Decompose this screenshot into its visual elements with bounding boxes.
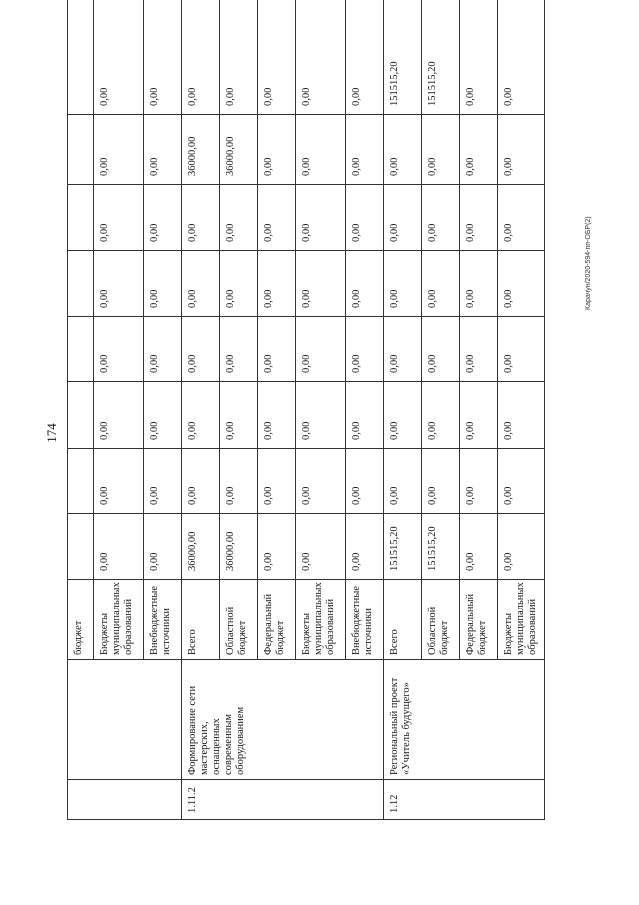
row-code-cell: 1.11.2 bbox=[182, 780, 384, 820]
amount-cell: 0,00 bbox=[182, 0, 220, 115]
amount-cell: 0,00 bbox=[182, 449, 220, 514]
amount-cell: 0,00 bbox=[498, 115, 545, 185]
amount-cell: 151515,20 bbox=[422, 514, 460, 580]
rotated-table-container bbox=[67, 48, 538, 820]
budget-table bbox=[67, 0, 545, 820]
amount-cell: 151515,20 bbox=[422, 0, 460, 115]
amount-cell bbox=[68, 449, 94, 514]
table-row bbox=[182, 0, 220, 820]
funding-source-cell: Бюджеты муниципальных образований bbox=[94, 580, 144, 660]
amount-cell: 0,00 bbox=[144, 185, 182, 251]
funding-source-cell: Внебюджетные источники bbox=[346, 580, 384, 660]
amount-cell: 0,00 bbox=[258, 514, 296, 580]
amount-cell: 36000,00 bbox=[182, 514, 220, 580]
amount-cell: 0,00 bbox=[422, 382, 460, 449]
amount-cell: 0,00 bbox=[144, 382, 182, 449]
amount-cell: 0,00 bbox=[384, 449, 422, 514]
amount-cell: 0,00 bbox=[220, 185, 258, 251]
amount-cell: 0,00 bbox=[258, 185, 296, 251]
amount-cell: 0,00 bbox=[144, 251, 182, 317]
amount-cell: 0,00 bbox=[460, 382, 498, 449]
funding-source-cell: Бюджеты муниципальных образований bbox=[296, 580, 346, 660]
amount-cell: 0,00 bbox=[220, 0, 258, 115]
amount-cell: 0,00 bbox=[296, 0, 346, 115]
amount-cell bbox=[68, 382, 94, 449]
amount-cell bbox=[68, 115, 94, 185]
amount-cell bbox=[68, 317, 94, 382]
amount-cell: 0,00 bbox=[384, 251, 422, 317]
amount-cell: 0,00 bbox=[346, 251, 384, 317]
amount-cell: 0,00 bbox=[498, 185, 545, 251]
funding-source-cell: Внебюджетные источники bbox=[144, 580, 182, 660]
amount-cell: 0,00 bbox=[220, 449, 258, 514]
funding-source-cell: бюджет bbox=[68, 580, 94, 660]
amount-cell: 0,00 bbox=[422, 317, 460, 382]
amount-cell: 0,00 bbox=[258, 449, 296, 514]
amount-cell: 0,00 bbox=[296, 185, 346, 251]
amount-cell: 0,00 bbox=[384, 185, 422, 251]
activity-name-cell bbox=[68, 660, 182, 780]
funding-source-cell: Всего bbox=[384, 580, 422, 660]
funding-source-cell: Всего bbox=[182, 580, 220, 660]
amount-cell: 0,00 bbox=[346, 185, 384, 251]
document-stamp: Карачун/2020-594-пп-ОБР(2) bbox=[585, 216, 592, 310]
amount-cell: 0,00 bbox=[94, 449, 144, 514]
amount-cell: 0,00 bbox=[498, 251, 545, 317]
table-row bbox=[68, 0, 94, 820]
funding-source-cell: Областной бюджет bbox=[422, 580, 460, 660]
amount-cell: 151515,20 bbox=[384, 514, 422, 580]
amount-cell: 0,00 bbox=[296, 382, 346, 449]
amount-cell: 0,00 bbox=[296, 449, 346, 514]
amount-cell: 0,00 bbox=[422, 115, 460, 185]
amount-cell: 0,00 bbox=[498, 382, 545, 449]
amount-cell: 36000,00 bbox=[220, 514, 258, 580]
amount-cell: 0,00 bbox=[498, 0, 545, 115]
row-code-cell bbox=[68, 780, 182, 820]
amount-cell: 0,00 bbox=[422, 449, 460, 514]
amount-cell: 0,00 bbox=[258, 115, 296, 185]
amount-cell: 0,00 bbox=[296, 514, 346, 580]
amount-cell: 0,00 bbox=[144, 317, 182, 382]
amount-cell: 0,00 bbox=[296, 251, 346, 317]
funding-source-cell: Федеральный бюджет bbox=[460, 580, 498, 660]
amount-cell: 0,00 bbox=[94, 0, 144, 115]
amount-cell: 0,00 bbox=[460, 185, 498, 251]
amount-cell: 0,00 bbox=[182, 317, 220, 382]
amount-cell: 36000,00 bbox=[182, 115, 220, 185]
funding-source-cell: Областной бюджет bbox=[220, 580, 258, 660]
page-number: 174 bbox=[44, 423, 59, 443]
amount-cell: 0,00 bbox=[182, 251, 220, 317]
activity-name-cell: Формирование сети мастерских, оснащенных современным оборудованием bbox=[182, 660, 384, 780]
funding-source-cell: Федеральный бюджет bbox=[258, 580, 296, 660]
amount-cell bbox=[68, 251, 94, 317]
amount-cell: 0,00 bbox=[296, 115, 346, 185]
activity-name-cell: Региональный проект «Учитель будущего» bbox=[384, 660, 545, 780]
amount-cell: 0,00 bbox=[346, 115, 384, 185]
amount-cell: 0,00 bbox=[346, 317, 384, 382]
amount-cell: 0,00 bbox=[144, 0, 182, 115]
amount-cell: 0,00 bbox=[346, 514, 384, 580]
amount-cell: 0,00 bbox=[498, 317, 545, 382]
amount-cell: 0,00 bbox=[94, 514, 144, 580]
amount-cell: 0,00 bbox=[258, 317, 296, 382]
amount-cell: 0,00 bbox=[220, 317, 258, 382]
amount-cell: 0,00 bbox=[422, 251, 460, 317]
amount-cell: 0,00 bbox=[144, 115, 182, 185]
amount-cell: 0,00 bbox=[220, 382, 258, 449]
amount-cell: 151515,20 bbox=[384, 0, 422, 115]
amount-cell: 0,00 bbox=[258, 382, 296, 449]
budget-table-body bbox=[68, 0, 545, 820]
amount-cell: 0,00 bbox=[144, 449, 182, 514]
amount-cell: 0,00 bbox=[296, 317, 346, 382]
table-row bbox=[384, 0, 422, 820]
amount-cell: 0,00 bbox=[460, 0, 498, 115]
amount-cell: 0,00 bbox=[460, 115, 498, 185]
amount-cell bbox=[68, 0, 94, 115]
row-code-cell: 1.12 bbox=[384, 780, 545, 820]
amount-cell: 0,00 bbox=[94, 185, 144, 251]
amount-cell: 0,00 bbox=[384, 115, 422, 185]
amount-cell: 0,00 bbox=[94, 115, 144, 185]
amount-cell: 0,00 bbox=[422, 185, 460, 251]
amount-cell: 0,00 bbox=[384, 382, 422, 449]
amount-cell: 0,00 bbox=[182, 185, 220, 251]
amount-cell: 0,00 bbox=[258, 0, 296, 115]
amount-cell: 0,00 bbox=[346, 0, 384, 115]
amount-cell: 0,00 bbox=[94, 317, 144, 382]
amount-cell: 0,00 bbox=[346, 449, 384, 514]
amount-cell: 0,00 bbox=[384, 317, 422, 382]
amount-cell: 0,00 bbox=[460, 251, 498, 317]
amount-cell: 0,00 bbox=[144, 514, 182, 580]
amount-cell: 0,00 bbox=[460, 514, 498, 580]
amount-cell: 0,00 bbox=[258, 251, 296, 317]
amount-cell: 0,00 bbox=[460, 317, 498, 382]
amount-cell: 0,00 bbox=[182, 382, 220, 449]
amount-cell: 0,00 bbox=[94, 251, 144, 317]
funding-source-cell: Бюджеты муниципальных образований bbox=[498, 580, 545, 660]
amount-cell: 0,00 bbox=[220, 251, 258, 317]
amount-cell: 0,00 bbox=[498, 514, 545, 580]
amount-cell: 0,00 bbox=[460, 449, 498, 514]
amount-cell: 0,00 bbox=[498, 449, 545, 514]
amount-cell bbox=[68, 514, 94, 580]
amount-cell bbox=[68, 185, 94, 251]
amount-cell: 0,00 bbox=[94, 382, 144, 449]
amount-cell: 36000,00 bbox=[220, 115, 258, 185]
amount-cell: 0,00 bbox=[346, 382, 384, 449]
